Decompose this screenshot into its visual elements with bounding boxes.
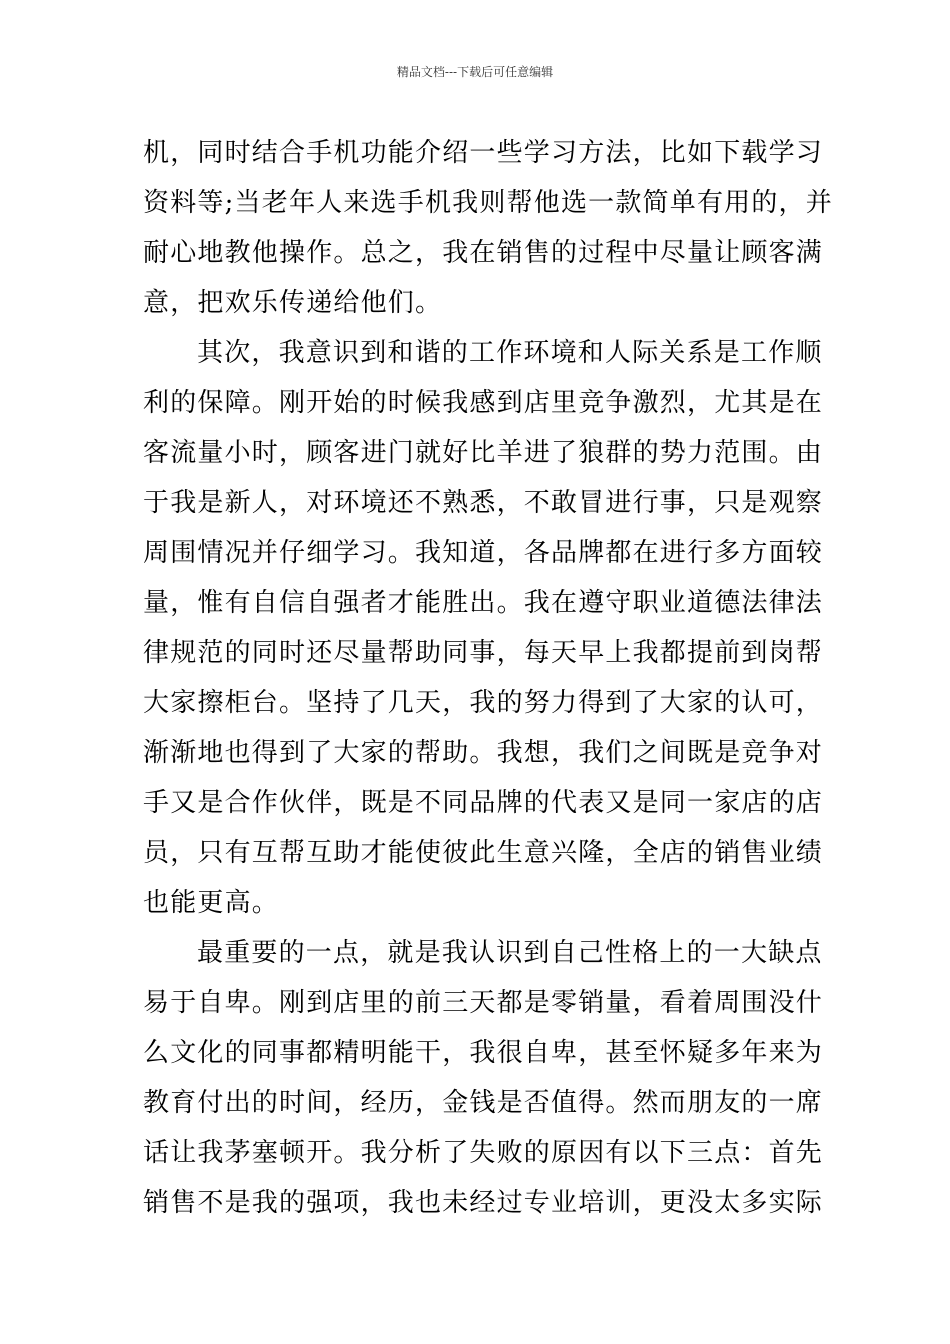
text-line: 周围情况并仔细学习。我知道，各品牌都在进行多方面较 xyxy=(143,538,824,568)
text-line: 么文化的同事都精明能干，我很自卑，甚至怀疑多年来为 xyxy=(143,1038,824,1068)
text-line: 资料等;当老年人来选手机我则帮他选一款简单有用的，并 xyxy=(143,188,833,218)
text-line: 客流量小时，顾客进门就好比羊进了狼群的势力范围。由 xyxy=(143,438,824,468)
paragraph-first-line: 其次，我意识到和谐的工作环境和人际关系是工作顺 xyxy=(197,338,823,368)
text-line: 利的保障。刚开始的时候我感到店里竞争激烈，尤其是在 xyxy=(143,388,824,418)
text-line: 量，惟有自信自强者才能胜出。我在遵守职业道德法律法 xyxy=(143,588,824,618)
document-body xyxy=(143,128,833,1228)
paragraph-first-line: 最重要的一点，就是我认识到自己性格上的一大缺点 xyxy=(197,938,823,968)
text-line: 也能更高。 xyxy=(143,888,280,918)
text-line: 员，只有互帮互助才能使彼此生意兴隆，全店的销售业绩 xyxy=(143,838,824,868)
text-line: 销售不是我的强项，我也未经过专业培训，更没太多实际 xyxy=(143,1188,824,1218)
text-line: 话让我茅塞顿开。我分析了失败的原因有以下三点：首先 xyxy=(143,1138,824,1168)
text-line: 机，同时结合手机功能介绍一些学习方法，比如下载学习 xyxy=(143,138,824,168)
text-line: 教育付出的时间，经历，金钱是否值得。然而朋友的一席 xyxy=(143,1088,824,1118)
text-line: 耐心地教他操作。总之，我在销售的过程中尽量让顾客满 xyxy=(143,238,824,268)
text-line: 大家擦柜台。坚持了几天，我的努力得到了大家的认可， xyxy=(143,688,824,718)
text-line: 手又是合作伙伴，既是不同品牌的代表又是同一家店的店 xyxy=(143,788,824,818)
text-line: 渐渐地也得到了大家的帮助。我想，我们之间既是竞争对 xyxy=(143,738,824,768)
page-header: 精品文档---下载后可任意编辑 xyxy=(396,65,554,79)
text-line: 于我是新人，对环境还不熟悉，不敢冒进行事，只是观察 xyxy=(143,488,824,518)
text-line: 律规范的同时还尽量帮助同事，每天早上我都提前到岗帮 xyxy=(143,638,824,668)
text-line: 意，把欢乐传递给他们。 xyxy=(143,288,443,318)
text-line: 易于自卑。刚到店里的前三天都是零销量，看着周围没什 xyxy=(143,988,824,1018)
